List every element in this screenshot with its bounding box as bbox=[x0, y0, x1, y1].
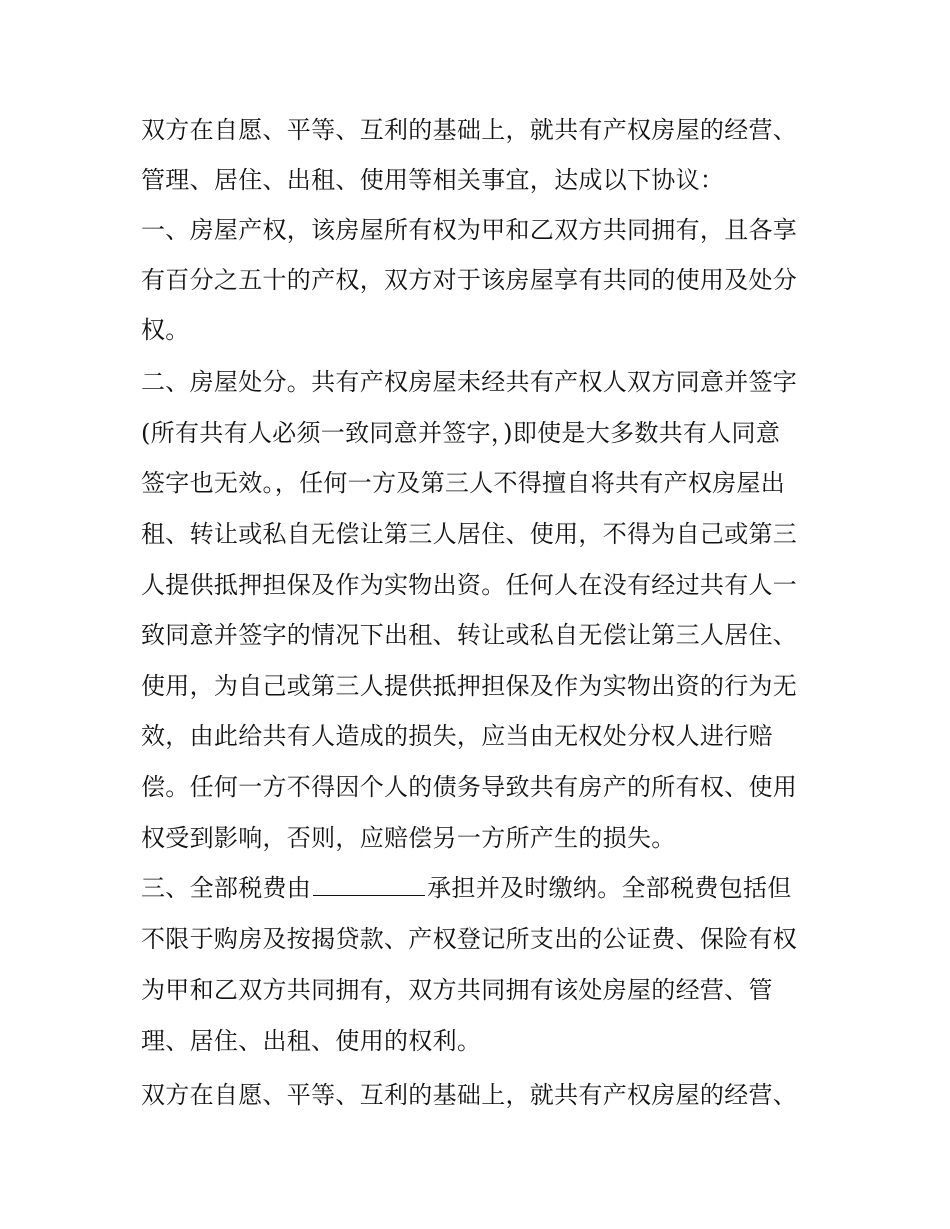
paragraph-line: 双方在自愿、平等、互利的基础上，就共有产权房屋的经营、 bbox=[141, 116, 798, 144]
paragraph-line: 偿。任何一方不得因个人的债务导致共有房产的所有权、使用 bbox=[141, 773, 798, 801]
paragraph-line: 使用，为自己或第三人提供抵押担保及作为实物出资的行为无 bbox=[141, 672, 798, 700]
paragraph-line: 人提供抵押担保及作为实物出资。任何人在没有经过共有人一 bbox=[141, 571, 798, 599]
paragraph-line: 权。 bbox=[141, 316, 190, 344]
paragraph-line: 效，由此给共有人造成的损失，应当由无权处分权人进行赔 bbox=[141, 722, 773, 750]
paragraph-line: 一、房屋产权，该房屋所有权为甲和乙双方共同拥有，且各享 bbox=[141, 216, 798, 244]
paragraph-line: 权受到影响，否则，应赔偿另一方所产生的损失。 bbox=[141, 824, 676, 852]
paragraph-line: 双方在自愿、平等、互利的基础上，就共有产权房屋的经营、 bbox=[141, 1081, 798, 1109]
clause3-line bbox=[141, 871, 831, 905]
paragraph-line: 管理、居住、出租、使用等相关事宜，达成以下协议： bbox=[141, 166, 725, 194]
paragraph-line: 不限于购房及按揭贷款、产权登记所支出的公证费、保险有权 bbox=[141, 925, 798, 953]
paragraph-line: 签字也无效。，任何一方及第三人不得擅自将共有产权房屋出 bbox=[141, 469, 786, 497]
paragraph-line: 二、房屋处分。共有产权房屋未经共有产权人双方同意并签字 bbox=[141, 368, 798, 396]
paragraph-line: 为甲和乙双方共同拥有，双方共同拥有该处房屋的经营、管 bbox=[141, 976, 773, 1004]
clause3-text-after: 承担并及时缴纳。全部税费包括但 bbox=[427, 874, 792, 902]
paragraph-line: 有百分之五十的产权，双方对于该房屋享有共同的使用及处分 bbox=[141, 266, 798, 294]
fill-in-blank bbox=[313, 873, 425, 896]
paragraph-line: 租、转让或私自无偿让第三人居住、使用，不得为自己或第三 bbox=[141, 520, 798, 548]
paragraph-line: 致同意并签字的情况下出租、转让或私自无偿让第三人居住、 bbox=[141, 621, 798, 649]
paragraph-line: (所有共有人必须一致同意并签字，)即使是大多数共有人同意 bbox=[141, 419, 781, 447]
paragraph-line: 理、居住、出租、使用的权利。 bbox=[141, 1027, 482, 1055]
clause3-text-before: 三、全部税费由 bbox=[141, 874, 312, 902]
